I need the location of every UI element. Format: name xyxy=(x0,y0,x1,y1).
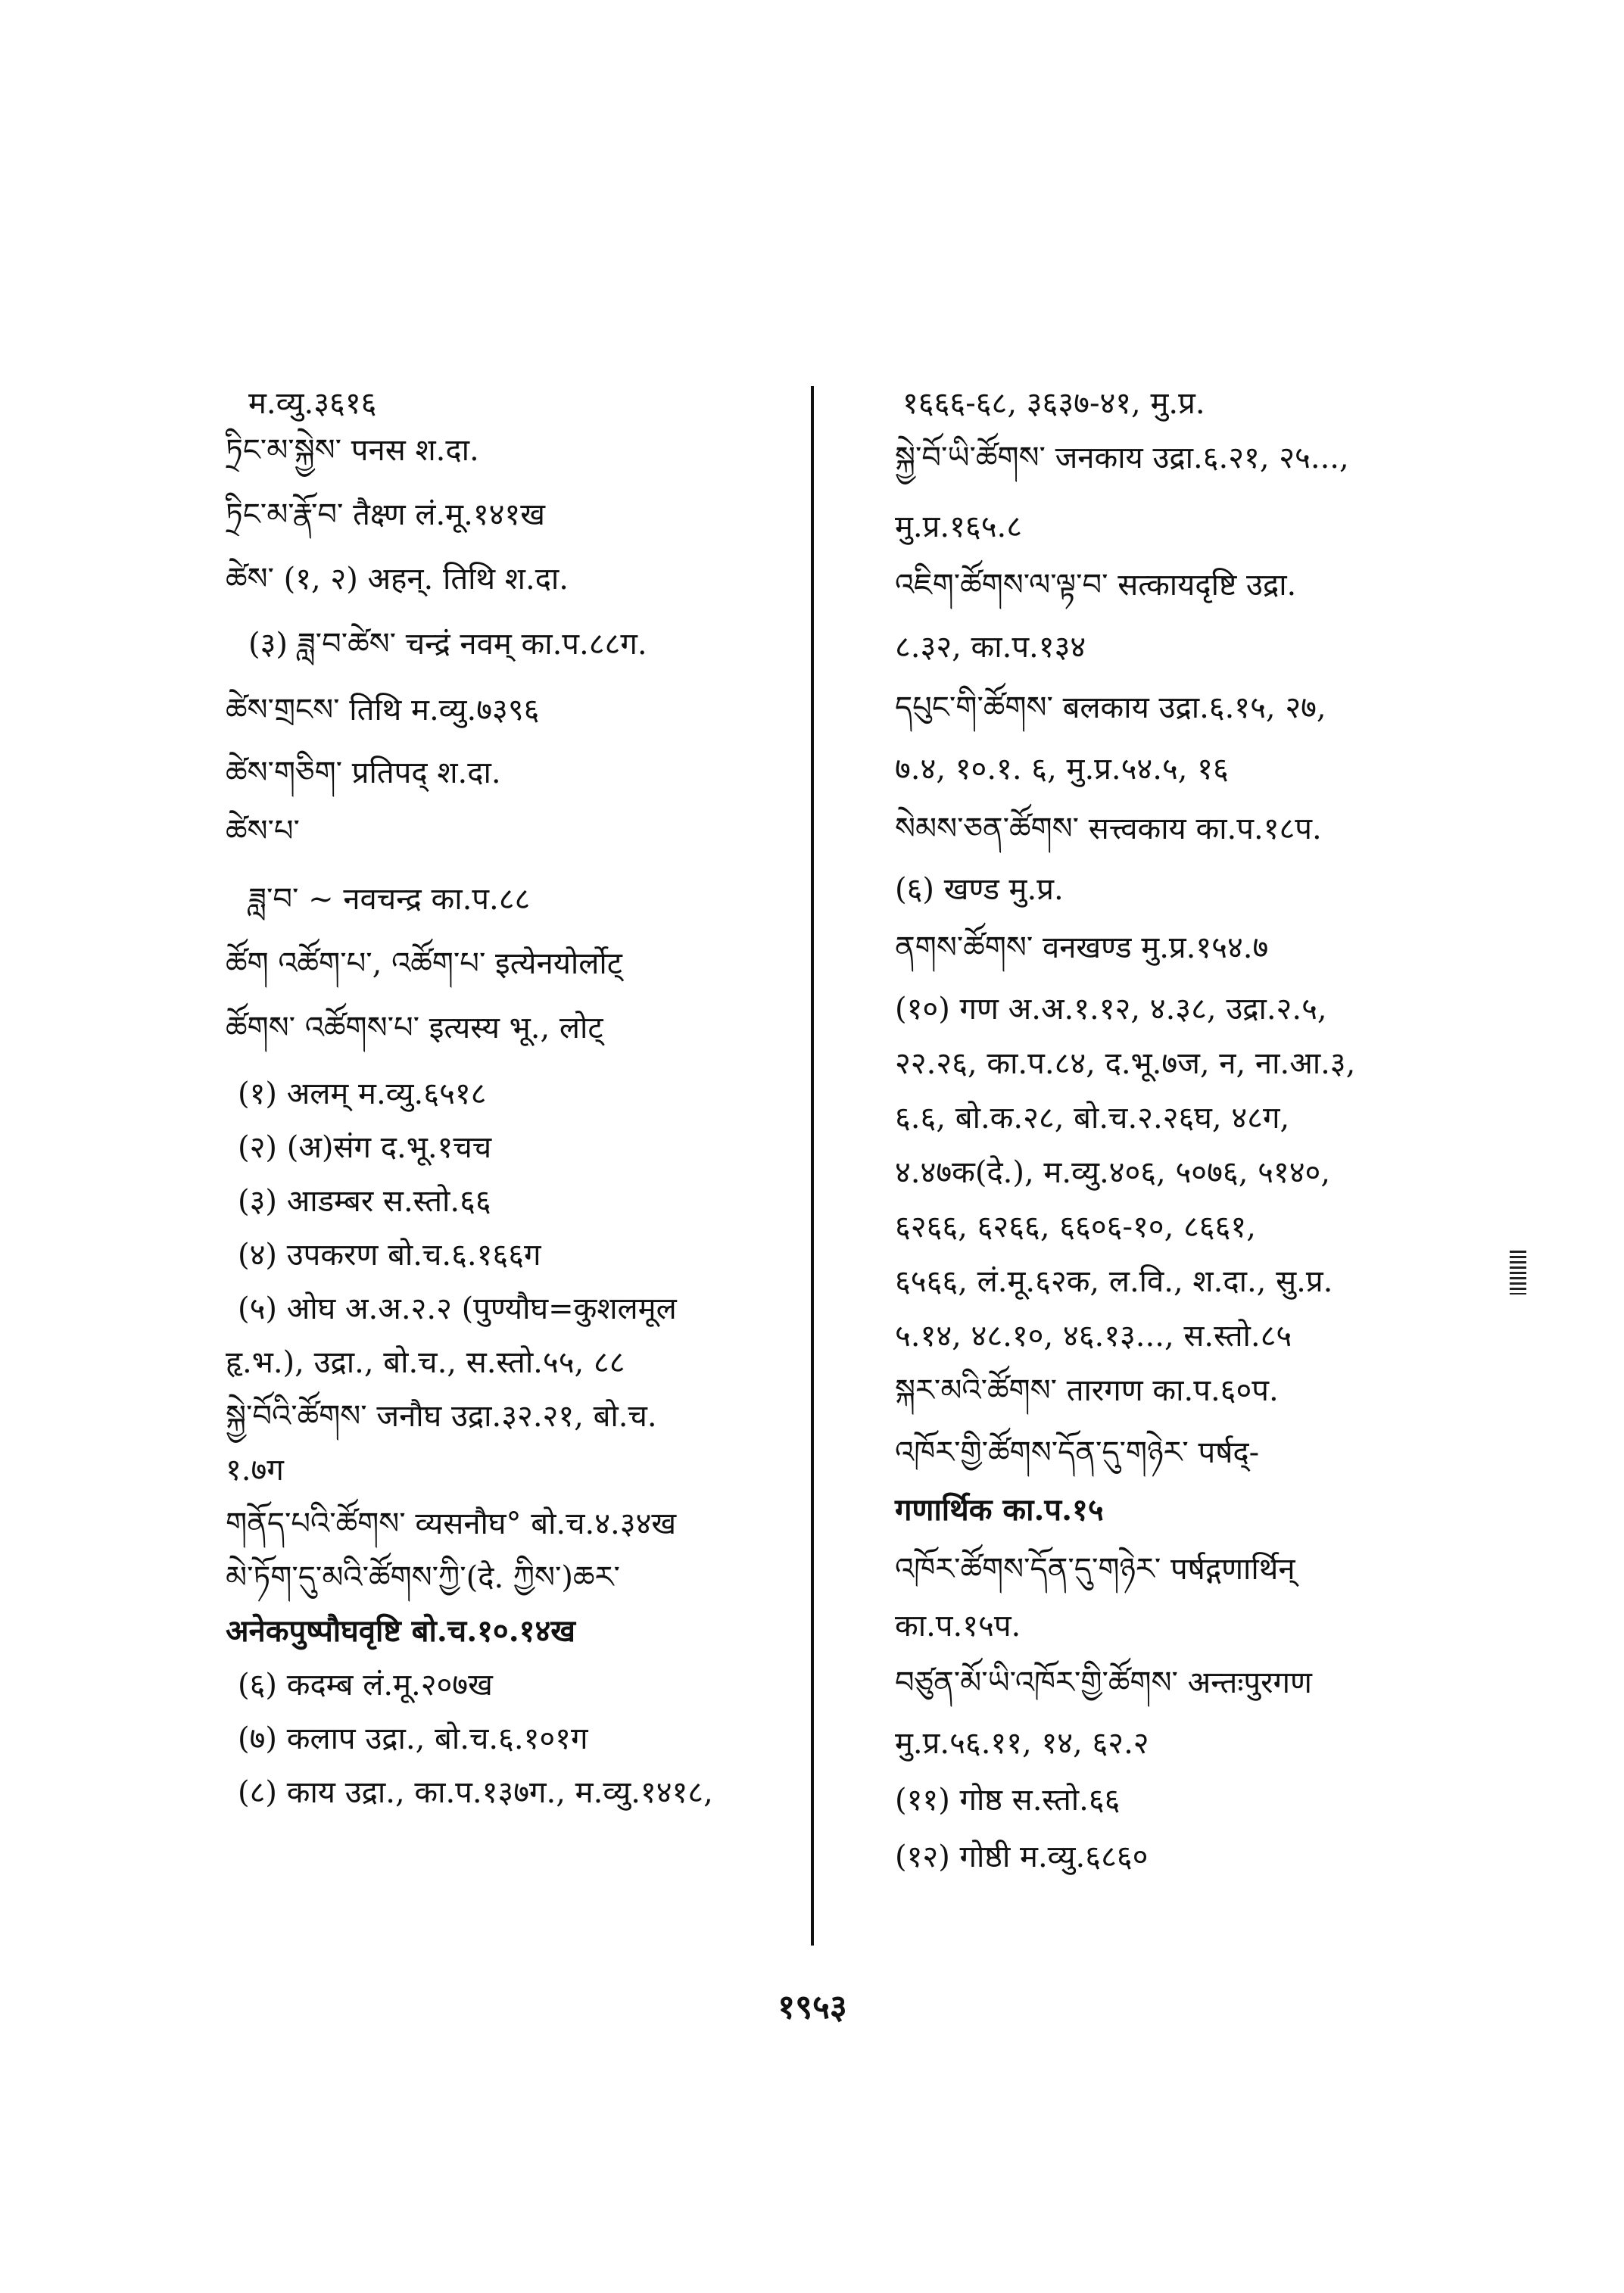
entry-line: मु.प्र.५६.११, १४, ६२.२ xyxy=(895,1726,1149,1761)
entry-line: (६) कदम्ब लं.मू.२०७ख xyxy=(238,1668,493,1703)
entry-line: གནོད་པའི་ཚོགས་ व्यसनौघ° बो.च.४.३४ख xyxy=(226,1506,677,1541)
entry-line: སྐར་མའི་ཚོགས་ तारगण का.प.६०प. xyxy=(895,1373,1279,1408)
entry-line: འཇིག་ཚོགས་ལ་ལྟ་བ་ सत्कायदृष्टि उद्रा. xyxy=(895,568,1297,603)
entry-line: १६६६-६८, ३६३७-४१, मु.प्र. xyxy=(902,386,1205,421)
entry-line: འཁོར་གྱི་ཚོགས་དོན་དུ་གཉེར་ पर्षद्- xyxy=(895,1435,1260,1470)
entry-line: ཟླ་བ་ ~ नवचन्द्र का.प.८८ xyxy=(248,882,531,917)
entry-line: ८.३२, का.प.१३४ xyxy=(895,630,1086,665)
entry-line: २२.२६, का.प.८४, द.भू.७ज, न, ना.आ.३, xyxy=(895,1046,1356,1081)
entry-line: (४) उपकरण बो.च.६.१६६ग xyxy=(238,1238,541,1273)
entry-line: ཚེས་ (१, २) अहन्. तिथि श.दा. xyxy=(226,562,569,597)
entry-line: དཔུང་གི་ཚོགས་ बलकाय उद्रा.६.१५, २७, xyxy=(895,690,1326,725)
entry-line: ནགས་ཚོགས་ वनखण्ड मु.प्र.१५४.७ xyxy=(895,930,1269,965)
edge-tab-mark xyxy=(1510,1251,1526,1294)
entry-line: अनेकपुष्पौघवृष्टि बो.च.१०.१४ख xyxy=(226,1613,575,1649)
entry-line: སྐྱེ་བོ་ཡི་ཚོགས་ जनकाय उद्रा.६.२१, २५..., xyxy=(895,441,1349,475)
entry-line: (११) गोष्ठ स.स्तो.६६ xyxy=(895,1783,1121,1818)
entry-line: ६२६६, ६२६६, ६६०६-१०, ८६६१, xyxy=(895,1210,1256,1245)
entry-line: འཁོར་ཚོགས་དོན་དུ་གཉེར་ पर्षद्गणार्थिन् xyxy=(895,1552,1295,1587)
entry-line: ཚོག འཚོག་པ་, འཚོག་པ་ इत्येनयोर्लोट् xyxy=(226,946,622,981)
entry-line: མེ་ཏོག་དུ་མའི་ཚོགས་ཀྱི་(दे. ཀྱིས་)ཆར་ xyxy=(226,1560,620,1595)
entry-line: गणार्थिक का.प.१५ xyxy=(895,1492,1104,1528)
entry-line: ६.६, बो.क.२८, बो.च.२.२६घ, ४८ग, xyxy=(895,1101,1290,1136)
entry-line: ཚེས་གཅིག་ प्रतिपद् श.दा. xyxy=(226,756,501,790)
entry-line: བཙུན་མོ་ཡི་འཁོར་གྱི་ཚོགས་ अन्तःपुरगण xyxy=(895,1665,1312,1700)
entry-line: (१०) गण अ.अ.१.१२, ४.३८, उद्रा.२.५, xyxy=(895,992,1327,1027)
column-divider xyxy=(811,386,814,1946)
entry-line: ཚོགས་ འཚོགས་པ་ इत्यस्य भू., लोट् xyxy=(226,1011,603,1045)
entry-line: ཚེས་གྲངས་ तिथि म.व्यु.७३९६ xyxy=(226,693,540,727)
entry-line: (८) काय उद्रा., का.प.१३७ग., म.व्यु.१४१८, xyxy=(238,1775,713,1810)
entry-line: (१२) गोष्ठी म.व्यु.६८६० xyxy=(895,1840,1149,1874)
entry-line: (६) खण्ड मु.प्र. xyxy=(895,872,1064,907)
entry-line: १.७ग xyxy=(226,1453,284,1488)
entry-line: (५) ओघ अ.अ.२.२ (पुण्यौघ=कुशलमूल xyxy=(238,1291,677,1326)
entry-line: (७) कलाप उद्रा., बो.च.६.१०१ग xyxy=(238,1721,588,1756)
entry-line: (१) अलम् म.व्यु.६५१८ xyxy=(238,1076,487,1111)
entry-line: (३) ཟླ་བ་ཚེས་ चन्द्रं नवम् का.प.८८ग. xyxy=(248,627,647,662)
entry-line: (३) आडम्बर स.स्तो.६६ xyxy=(238,1184,491,1219)
entry-line: ཚེས་པ་ xyxy=(226,814,300,849)
entry-line: ཏྲིང་མ་རྣོ་བ་ तैक्ष्ण लं.मू.१४१ख xyxy=(226,497,545,532)
entry-line: ཏྲིང་མ་སྐྱེས་ पनस श.दा. xyxy=(226,433,479,468)
entry-line: སྐྱེ་བོའི་ཚོགས་ जनौघ उद्रा.३२.२१, बो.च. xyxy=(226,1399,657,1434)
entry-line: म.व्यु.३६१६ xyxy=(248,386,377,421)
entry-line: ४.४७क(दे.), म.व्यु.४०६, ५०७६, ५१४०, xyxy=(895,1155,1331,1190)
entry-line: हृ.भ.), उद्रा., बो.च., स.स्तो.५५, ८८ xyxy=(226,1345,625,1380)
entry-line: ६५६६, लं.मू.६२क, ल.वि., श.दा., सु.प्र. xyxy=(895,1264,1333,1299)
entry-line: (२) (अ)संग द.भू.१चच xyxy=(238,1130,492,1165)
entry-line: ७.४, १०.१. ६, मु.प्र.५४.५, १६ xyxy=(895,752,1229,787)
entry-line: སེམས་ཅན་ཚོགས་ सत्त्वकाय का.प.१८प. xyxy=(895,812,1322,846)
entry-line: ५.१४, ४८.१०, ४६.१३..., स.स्तो.८५ xyxy=(895,1319,1292,1354)
entry-line: मु.प्र.१६५.८ xyxy=(895,509,1023,544)
page-number: १९५३ xyxy=(778,1988,847,2027)
entry-line: का.प.१५प. xyxy=(895,1609,1021,1643)
